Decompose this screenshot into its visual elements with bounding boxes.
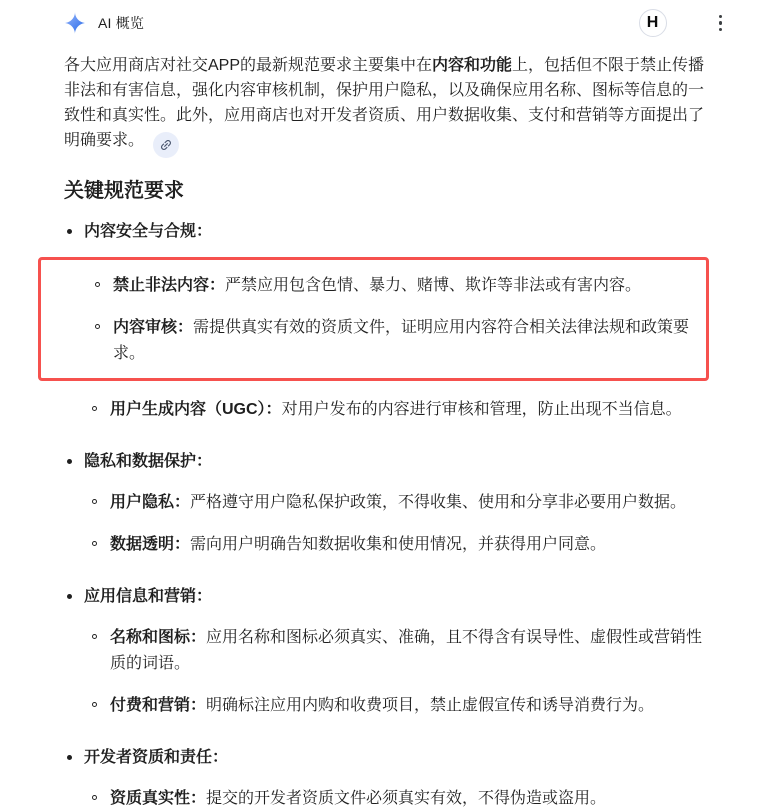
item-text: 严格遵守用户隐私保护政策，不得收集、使用和分享非必要用户数据。 [190, 494, 687, 511]
item-lead: 内容审核： [113, 319, 194, 336]
list-item-title-text: 应用信息和营销： [84, 588, 213, 605]
sub-list [64, 786, 709, 812]
sub-list [67, 273, 704, 367]
list-item-privacy [64, 449, 709, 558]
list-item-app-info [64, 584, 709, 719]
item-text: 严禁应用包含色情、暴力、赌博、欺诈等非法或有害内容。 [225, 277, 642, 294]
annotation-highlight-box [38, 257, 709, 381]
bullet-icon [67, 229, 72, 234]
sub-list [64, 625, 709, 719]
dot-icon [719, 21, 723, 25]
item-text: 对用户发布的内容进行审核和管理，防止出现不当信息。 [281, 401, 682, 418]
list-item [64, 532, 709, 558]
summary-text: 各大应用商店对社交APP的最新规范要求主要集中在 [64, 57, 433, 74]
bullet-icon [92, 406, 97, 411]
bullet-icon [92, 634, 97, 639]
item-text: 需提供真实有效的资质文件，证明应用内容符合相关法律法规和政策要求。 [113, 319, 690, 362]
item-text: 提交的开发者资质文件必须真实有效，不得伪造或盗用。 [206, 790, 607, 807]
list-item-title-text: 内容安全与合规： [84, 223, 213, 240]
item-lead: 资质真实性： [110, 790, 207, 807]
bullet-icon [95, 324, 100, 329]
bullet-icon [92, 702, 97, 707]
list-item-developer [64, 745, 709, 812]
bullet-icon [67, 755, 72, 760]
more-menu-button[interactable] [715, 11, 727, 36]
bullet-icon [92, 499, 97, 504]
list-item-title [64, 449, 709, 474]
list-item-title [64, 584, 709, 609]
list-item [64, 693, 709, 719]
page-title: AI 概览 [98, 15, 145, 31]
item-lead: 用户隐私： [110, 494, 191, 511]
item-lead: 禁止非法内容： [113, 277, 226, 294]
list-item [64, 786, 709, 812]
item-lead: 用户生成内容（UGC）： [110, 401, 282, 418]
summary-bold-text: 内容和功能 [432, 57, 513, 74]
requirements-list [64, 219, 709, 812]
ai-overview-header [0, 0, 769, 38]
list-item [64, 625, 709, 677]
list-item-title [64, 745, 709, 770]
list-item-title-text: 开发者资质和责任： [84, 749, 229, 766]
list-item [67, 273, 704, 299]
ai-sparkle-icon [64, 12, 86, 34]
item-lead: 数据透明： [110, 536, 191, 553]
list-item-title [64, 219, 709, 244]
list-item-title-text: 隐私和数据保护： [84, 453, 213, 470]
item-lead: 名称和图标： [110, 629, 207, 646]
bullet-icon [67, 594, 72, 599]
item-text: 应用名称和图标必须真实、准确，且不得含有误导性、虚假性或营销性质的词语。 [110, 629, 703, 672]
bullet-icon [95, 282, 100, 287]
summary-text: 上，包括但不限于禁止传播非法和有害信息，强化内容审核机制，保护用户隐私，以及确保应用名称、图标等信息的一致性和真实性。此外，应用商店也对开发者资质、用户数据收集、支付和营销等方面提出了明确要求。 [64, 57, 705, 149]
item-lead: 付费和营销： [110, 697, 207, 714]
link-icon [156, 135, 176, 155]
sub-list [64, 397, 709, 423]
dot-icon [719, 28, 723, 32]
bullet-icon [92, 541, 97, 546]
sub-list [64, 490, 709, 558]
item-text: 需向用户明确告知数据收集和使用情况，并获得用户同意。 [190, 536, 607, 553]
bullet-icon [92, 795, 97, 800]
list-item [64, 397, 709, 423]
list-item-content-safety [64, 219, 709, 423]
item-text: 明确标注应用内购和收费项目，禁止虚假宣传和诱导消费行为。 [206, 697, 655, 714]
dot-icon [719, 15, 723, 19]
summary-paragraph [64, 53, 709, 158]
avatar-letter: H [646, 14, 659, 31]
section-heading: 关键规范要求 [64, 180, 184, 202]
list-item [64, 490, 709, 516]
bullet-icon [67, 459, 72, 464]
list-item [67, 315, 704, 367]
source-avatar[interactable] [639, 9, 667, 37]
citation-link-button[interactable] [153, 132, 179, 158]
